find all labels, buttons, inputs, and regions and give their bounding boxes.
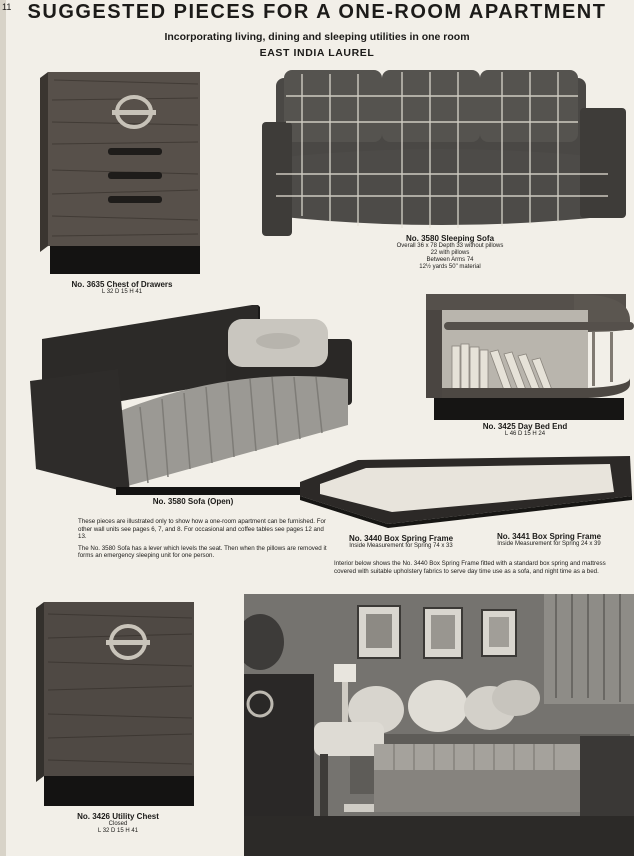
page-title: SUGGESTED PIECES FOR A ONE-ROOM APARTMENT xyxy=(27,1,607,23)
sofa-3580-caption xyxy=(370,234,530,271)
sofa-3580-spec: Between Arms 74 xyxy=(426,257,474,263)
interior-paragraph: Interior below shows the No. 3440 Box Spring Frame fitted with a standard box spring and mattress covered with suitable upholstery fabrics to serve day time use as a sofa, and night time as a bed. xyxy=(334,560,606,575)
interior-note xyxy=(334,560,612,579)
day-bed-end-illustration xyxy=(424,292,634,422)
utility-chest-illustration xyxy=(34,600,198,810)
utility-3426-dims: L 32 D 15 H 41 xyxy=(97,828,139,834)
notes-block xyxy=(78,518,328,564)
sofa-3580-name: No. 3580 Sleeping Sofa xyxy=(405,234,495,243)
sofa-3580-spec: Overall 36 x 78 Depth 33 without pillows xyxy=(396,243,504,249)
sofa-open-name: No. 3580 Sofa (Open) xyxy=(152,497,234,506)
sofa-3580-spec: 22 with pillows xyxy=(430,250,470,256)
notes-paragraph: These pieces are illustrated only to show how a one-room apartment can be furnished. For other wall units see pages 6, 7, and 8. For occasional and coffee tables see pages 12 and 13. xyxy=(78,518,326,541)
chest-3635-dims: L 32 D 15 H 41 xyxy=(101,289,143,295)
box-spring-frame-illustration xyxy=(298,452,634,528)
frame-3440-name: No. 3440 Box Spring Frame xyxy=(348,534,454,543)
notes-paragraph: The No. 3580 Sofa has a lever which levels the seat. Then when the pillows are removed it forms an emergency sleeping unit for one person. xyxy=(78,544,327,560)
day-bed-end-name: No. 3425 Day Bed End xyxy=(482,422,568,431)
page-number: 11 xyxy=(2,2,12,12)
chest-of-drawers-illustration xyxy=(38,70,204,276)
sofa-3580-spec: 12½ yards 50" material xyxy=(419,264,481,270)
day-bed-end-dims: L 46 D 15 H 24 xyxy=(504,431,546,437)
wood-type: EAST INDIA LAUREL xyxy=(259,47,375,59)
interior-scene xyxy=(244,594,634,856)
utility-3426-state: Closed xyxy=(108,821,128,827)
sofa-open-caption xyxy=(128,497,258,506)
sleeping-sofa-illustration xyxy=(262,66,628,238)
frame-3441-name: No. 3441 Box Spring Frame xyxy=(496,532,602,541)
page-subtitle: Incorporating living, dining and sleeping utilities in one room xyxy=(164,31,470,43)
frame-3440-caption xyxy=(326,534,476,550)
frame-3441-caption xyxy=(484,532,614,548)
chest-3635-name: No. 3635 Chest of Drawers xyxy=(71,280,173,289)
interior-photograph xyxy=(244,594,634,856)
frame-3441-dims: Inside Measurement for Spring 24 x 39 xyxy=(497,541,601,547)
page-binding-edge xyxy=(0,0,6,856)
utility-3426-caption xyxy=(48,812,188,835)
utility-3426-name: No. 3426 Utility Chest xyxy=(77,812,159,821)
chest-3635-caption xyxy=(52,280,192,296)
frame-3440-dims: Inside Measurement for Spring 74 x 33 xyxy=(349,543,453,549)
day-bed-end-caption xyxy=(470,422,580,438)
